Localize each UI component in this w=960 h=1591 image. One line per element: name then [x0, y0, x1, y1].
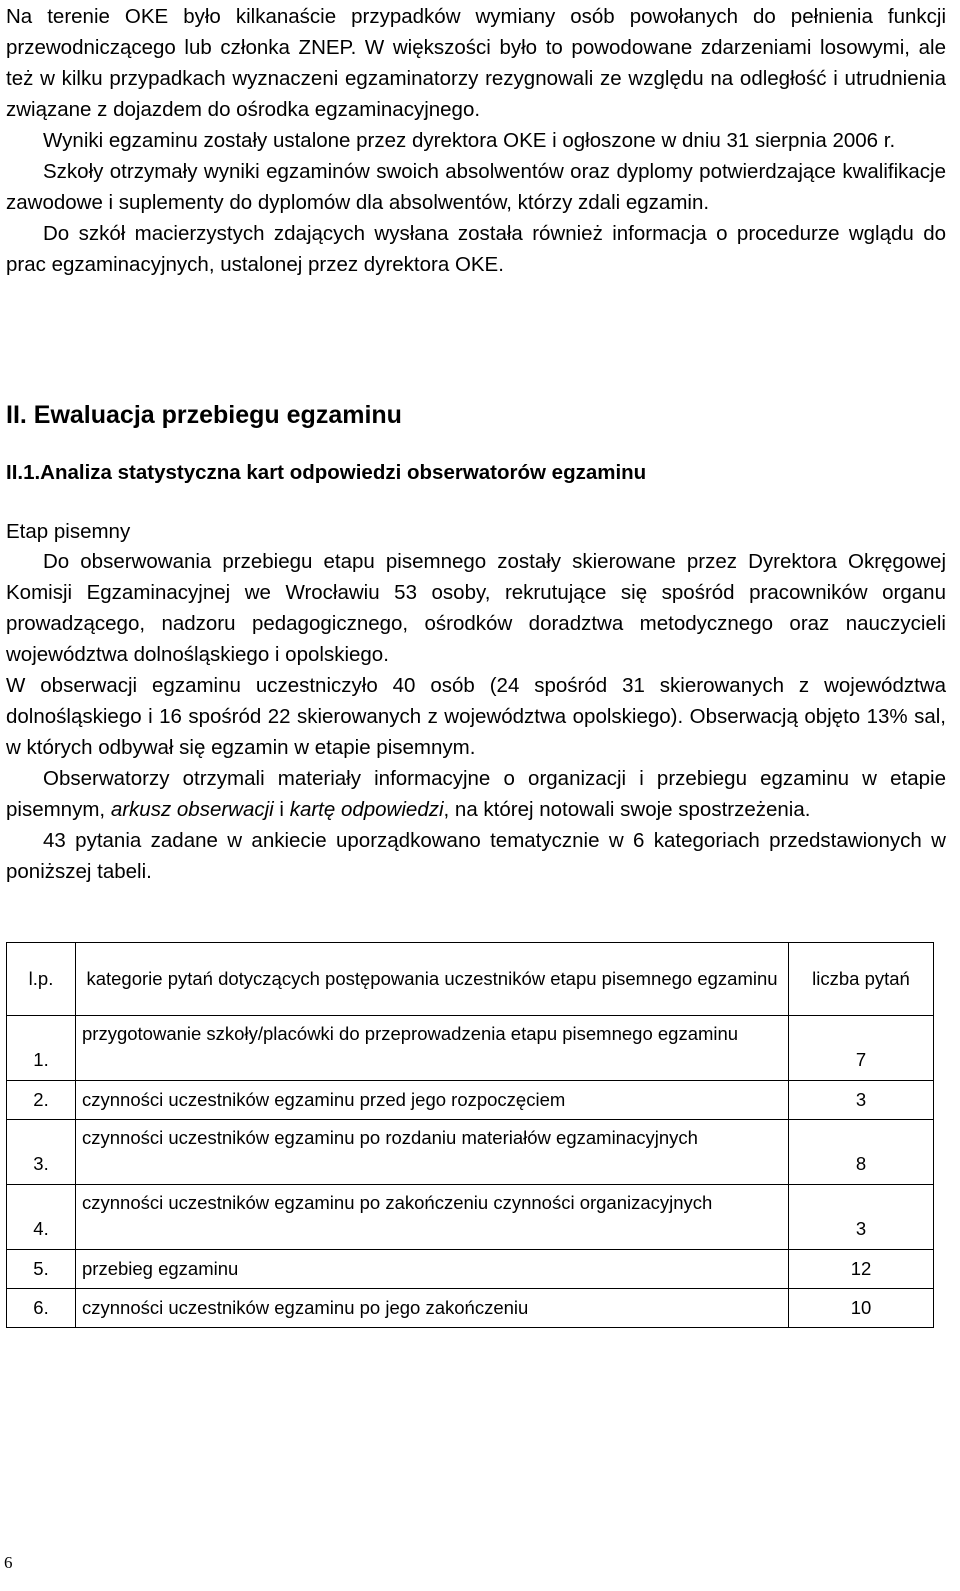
subsection-title: II.1.Analiza statystyczna kart odpowiedzi obserwatorów egzaminu [6, 461, 647, 484]
paragraph-schools-results: Szkoły otrzymały wyniki egzaminów swoich absolwentów oraz dyplomy potwierdzające kwalifikacje zawodowe i suplementy do dyplomów dla absolwentów, którzy zdali egzamin. [6, 160, 946, 214]
paragraph-review-procedure: Do szkół macierzystych zdających wysłana została również informacja o procedurze wglądu do prac egzaminacyjnych, ustalonej przez dyrektora OKE. [6, 222, 946, 276]
paragraph-question-categories: 43 pytania zadane w ankiecie uporządkowano tematycznie w 6 kategoriach przedstawionych w poniższej tabeli. [6, 829, 946, 883]
row-category: czynności uczestników egzaminu po zakończeniu czynności organizacyjnych [76, 1185, 789, 1250]
row-count: 10 [789, 1289, 934, 1328]
table-row [7, 1250, 934, 1289]
row-lp: 1. [7, 1016, 76, 1081]
table-row [7, 1185, 934, 1250]
header-category: kategorie pytań dotyczących postępowania uczestników etapu pisemnego egzaminu [76, 943, 789, 1016]
paragraph-observation-participation: W obserwacji egzaminu uczestniczyło 40 osób (24 spośród 31 skierowanych z województwa dolnośląskiego i 16 spośród 22 skierowanych z województwa opolskiego). Obserwacją objęto 13% sal, w których odbywał się egzamin w etapie pisemnym. [6, 674, 946, 759]
row-lp: 4. [7, 1185, 76, 1250]
row-category: czynności uczestników egzaminu po jego zakończeniu [76, 1289, 789, 1328]
question-categories-table [6, 942, 934, 1328]
observer-materials-text-a: Obserwatorzy otrzymali materiały informacyjne o organizacji i przebiegu egzaminu w etapie pisemnym, [6, 767, 946, 821]
row-lp: 2. [7, 1081, 76, 1120]
etap-pisemny-section [6, 518, 946, 887]
document-page [6, 0, 946, 1318]
row-category: przygotowanie szkoły/placówki do przeprowadzenia etapu pisemnego egzaminu [76, 1016, 789, 1081]
row-lp: 3. [7, 1120, 76, 1185]
answer-card-term: kartę odpowiedzi [289, 798, 444, 821]
table-row [7, 1081, 934, 1120]
table-row [7, 1120, 934, 1185]
section-title: II. Ewaluacja przebiegu egzaminu [6, 401, 402, 429]
row-count: 12 [789, 1250, 934, 1289]
page-number: 6 [4, 1553, 13, 1572]
paragraph-observer-materials [6, 763, 946, 825]
paragraph-substitutions: Na terenie OKE było kilkanaście przypadków wymiany osób powołanych do pełnienia funkcji przewodniczącego lub członka ZNEP. W większości było to powodowane zdarzeniami losowymi, ale też w kilku przypadkach wyznaczeni egzaminatorzy rezygnowali ze względu na odległość i utrudnienia związane z dojazdem do ośrodka egzaminacyjnego. [6, 5, 946, 121]
row-count: 3 [789, 1081, 934, 1120]
row-category: przebieg egzaminu [76, 1250, 789, 1289]
header-count: liczba pytań [789, 943, 934, 1016]
intro-section [6, 0, 946, 280]
row-count: 3 [789, 1185, 934, 1250]
row-lp: 6. [7, 1289, 76, 1328]
row-category: czynności uczestników egzaminu przed jego rozpoczęciem [76, 1081, 789, 1120]
observer-materials-text-c: , na której notowali swoje spostrzeżenia. [443, 798, 811, 821]
table-row [7, 1016, 934, 1081]
paragraph-observers-assigned: Do obserwowania przebiegu etapu pisemnego zostały skierowane przez Dyrektora Okręgowej Komisji Egzaminacyjnej we Wrocławiu 53 osoby, rekrutujące się spośród pracowników organu prowadzącego, nadzoru pedagogicznego, ośrodków doradztwa metodycznego oraz nauczycieli województwa dolnośląskiego i opolskiego. [6, 550, 946, 666]
observer-materials-text-b: i [273, 798, 290, 821]
header-lp: l.p. [7, 943, 76, 1016]
row-category: czynności uczestników egzaminu po rozdaniu materiałów egzaminacyjnych [76, 1120, 789, 1185]
table-row [7, 1289, 934, 1328]
paragraph-results: Wyniki egzaminu zostały ustalone przez dyrektora OKE i ogłoszone w dniu 31 sierpnia 2006 r. [43, 129, 896, 152]
row-count: 8 [789, 1120, 934, 1185]
observation-sheet-term: arkusz obserwacji [110, 798, 274, 821]
etap-title: Etap pisemny [6, 520, 131, 543]
row-count: 7 [789, 1016, 934, 1081]
table-header-row [7, 943, 934, 1016]
row-lp: 5. [7, 1250, 76, 1289]
